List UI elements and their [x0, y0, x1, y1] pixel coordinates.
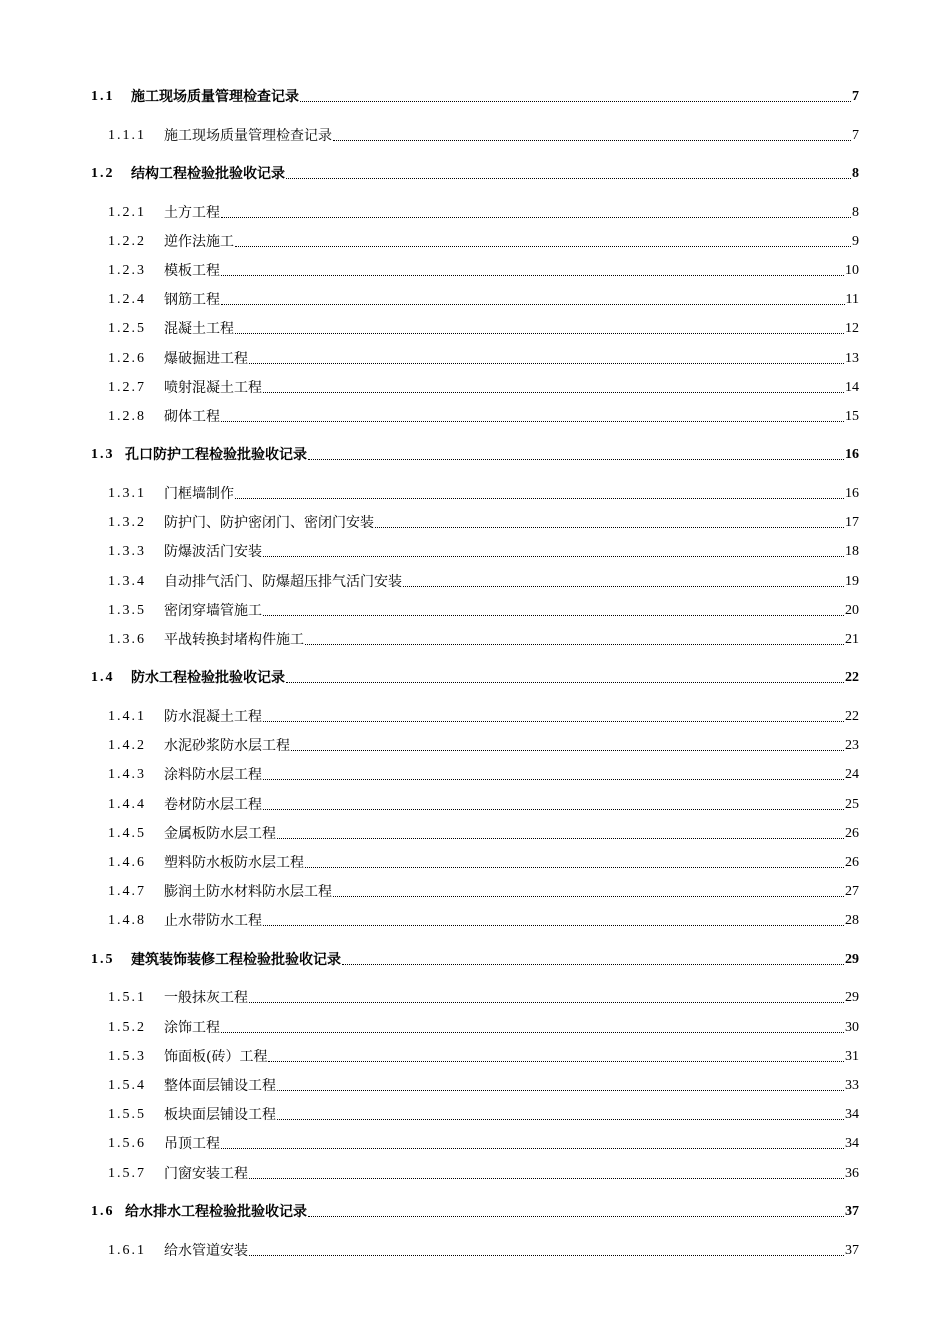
toc-entry-number: 1.2.4	[108, 292, 146, 308]
toc-entry[interactable]	[0, 346, 950, 368]
toc-entry-page-number: 9	[852, 233, 859, 249]
toc-entry-title: 孔口防护工程检验批验收记录	[125, 447, 307, 464]
toc-entry-page-number: 7	[852, 89, 859, 104]
toc-entry-number: 1.1	[91, 89, 115, 104]
toc-entry-title: 塑料防水板防水层工程	[164, 854, 304, 871]
toc-entry-number: 1.5.5	[108, 1107, 146, 1123]
dot-leader	[291, 750, 844, 751]
toc-entry[interactable]	[0, 569, 950, 591]
toc-entry-page-number: 20	[845, 602, 859, 618]
toc-entry-page-number: 34	[845, 1107, 859, 1123]
toc-heading-entry[interactable]	[0, 947, 950, 969]
dot-leader	[300, 101, 851, 102]
toc-entry[interactable]	[0, 1015, 950, 1037]
toc-entry-title: 土方工程	[164, 204, 220, 221]
dot-leader	[286, 178, 851, 179]
toc-entry-title: 爆破掘进工程	[164, 350, 248, 367]
toc-entry-page-number: 30	[845, 1019, 859, 1035]
toc-entry-page-number: 15	[845, 408, 859, 424]
toc-entry-number: 1.4.1	[108, 708, 146, 724]
toc-entry-page-number: 18	[845, 544, 859, 560]
dot-leader	[221, 275, 844, 276]
toc-entry-page-number: 16	[845, 485, 859, 501]
toc-entry-number: 1.2.7	[108, 379, 146, 395]
toc-entry-title: 水泥砂浆防水层工程	[164, 738, 290, 755]
dot-leader	[333, 896, 844, 897]
toc-entry-page-number: 27	[845, 884, 859, 900]
dot-leader	[263, 721, 844, 722]
dot-leader	[308, 1216, 844, 1217]
toc-entry-title: 施工现场质量管理检查记录	[131, 89, 299, 105]
dot-leader	[221, 421, 844, 422]
toc-entry-number: 1.3.5	[108, 602, 146, 618]
toc-entry-page-number: 19	[845, 573, 859, 589]
toc-entry[interactable]	[0, 1073, 950, 1095]
toc-entry-number: 1.5.4	[108, 1077, 146, 1093]
toc-entry-number: 1.3.1	[108, 485, 146, 501]
toc-entry-number: 1.5.3	[108, 1048, 146, 1064]
dot-leader	[342, 964, 844, 965]
toc-entry-page-number: 36	[845, 1165, 859, 1181]
toc-entry-number: 1.2.1	[108, 204, 146, 220]
toc-entry-page-number: 29	[845, 990, 859, 1006]
toc-entry-title: 止水带防水工程	[164, 913, 262, 930]
toc-entry[interactable]	[0, 481, 950, 503]
dot-leader	[263, 392, 844, 393]
dot-leader	[263, 809, 844, 810]
toc-entry-page-number: 22	[845, 708, 859, 724]
toc-entry-number: 1.5.7	[108, 1165, 146, 1181]
toc-entry-page-number: 7	[852, 127, 859, 143]
toc-entry-number: 1.3	[91, 447, 115, 463]
toc-entry-title: 板块面层铺设工程	[164, 1107, 276, 1124]
toc-entry-title: 整体面层铺设工程	[164, 1077, 276, 1094]
toc-entry-number: 1.2.5	[108, 321, 146, 337]
toc-entry-number: 1.3.4	[108, 573, 146, 589]
toc-entry[interactable]	[0, 598, 950, 620]
toc-entry-page-number: 33	[845, 1077, 859, 1093]
toc-entry[interactable]	[0, 510, 950, 532]
toc-entry-number: 1.4.2	[108, 738, 146, 754]
toc-entry-number: 1.4.5	[108, 825, 146, 841]
toc-entry-number: 1.5.1	[108, 990, 146, 1006]
dot-leader	[268, 1061, 844, 1062]
dot-leader	[305, 644, 844, 645]
dot-leader	[263, 556, 844, 557]
toc-entry-title: 吊顶工程	[164, 1136, 220, 1153]
toc-entry-number: 1.6	[91, 1204, 115, 1219]
toc-entry[interactable]	[0, 287, 950, 309]
toc-entry-number: 1.5.6	[108, 1136, 146, 1152]
dot-leader	[249, 363, 844, 364]
toc-entry-number: 1.4.4	[108, 796, 146, 812]
toc-entry[interactable]	[0, 850, 950, 872]
toc-entry[interactable]	[0, 704, 950, 726]
toc-entry[interactable]	[0, 762, 950, 784]
toc-entry-page-number: 12	[845, 321, 859, 337]
toc-entry-page-number: 26	[845, 825, 859, 841]
toc-entry-page-number: 23	[845, 738, 859, 754]
dot-leader	[235, 246, 851, 247]
toc-entry-title: 密闭穿墙管施工	[164, 602, 262, 619]
toc-entry-page-number: 37	[845, 1204, 859, 1219]
dot-leader	[249, 1002, 844, 1003]
toc-entry-title: 涂饰工程	[164, 1019, 220, 1036]
dot-leader	[277, 1090, 844, 1091]
toc-entry[interactable]	[0, 1102, 950, 1124]
toc-entry-title: 涂料防水层工程	[164, 767, 262, 784]
toc-entry-page-number: 34	[845, 1136, 859, 1152]
toc-entry-title: 建筑装饰装修工程检验批验收记录	[131, 951, 341, 968]
toc-entry[interactable]	[0, 404, 950, 426]
dot-leader	[221, 304, 845, 305]
dot-leader	[235, 498, 844, 499]
toc-entry-number: 1.1.1	[108, 127, 146, 143]
dot-leader	[221, 217, 851, 218]
toc-entry-number: 1.2.3	[108, 262, 146, 278]
toc-entry-title: 给水排水工程检验批验收记录	[125, 1204, 307, 1220]
toc-entry[interactable]	[0, 792, 950, 814]
toc-heading-entry[interactable]	[0, 161, 950, 183]
toc-entry-title: 卷材防水层工程	[164, 796, 262, 813]
toc-entry-number: 1.3.6	[108, 631, 146, 647]
toc-entry-title: 饰面板(砖）工程	[164, 1048, 268, 1065]
toc-entry-title: 钢筋工程	[164, 292, 220, 309]
toc-entry-title: 防护门、防护密闭门、密闭门安装	[164, 515, 374, 532]
toc-entry-title: 防水混凝土工程	[164, 708, 262, 725]
toc-entry[interactable]	[0, 200, 950, 222]
toc-entry-page-number: 14	[845, 379, 859, 395]
toc-entry[interactable]	[0, 316, 950, 338]
dot-leader	[277, 1119, 844, 1120]
toc-entry-page-number: 29	[845, 951, 859, 967]
toc-entry[interactable]	[0, 1131, 950, 1153]
toc-entry-title: 结构工程检验批验收记录	[131, 166, 285, 182]
dot-leader	[263, 925, 844, 926]
toc-entry-number: 1.5	[91, 951, 115, 967]
dot-leader	[277, 838, 844, 839]
toc-entry-title: 一般抹灰工程	[164, 990, 248, 1007]
dot-leader	[221, 1032, 844, 1033]
toc-heading-entry[interactable]	[0, 442, 950, 464]
toc-entry[interactable]	[0, 229, 950, 251]
toc-entry-page-number: 24	[845, 767, 859, 783]
toc-entry[interactable]	[0, 1161, 950, 1183]
toc-entry-page-number: 25	[845, 796, 859, 812]
dot-leader	[249, 1178, 844, 1179]
dot-leader	[375, 527, 844, 528]
dot-leader	[263, 779, 844, 780]
toc-entry-page-number: 26	[845, 854, 859, 870]
toc-entry[interactable]	[0, 1044, 950, 1066]
toc-entry-title: 平战转换封堵构件施工	[164, 631, 304, 648]
toc-entry-number: 1.4.7	[108, 884, 146, 900]
toc-entry[interactable]	[0, 821, 950, 843]
toc-entry-number: 1.2.2	[108, 233, 146, 249]
toc-entry-number: 1.6.1	[108, 1242, 146, 1258]
toc-entry-page-number: 16	[845, 447, 859, 463]
toc-heading-entry[interactable]	[0, 1199, 950, 1221]
dot-leader	[305, 867, 844, 868]
toc-entry-page-number: 28	[845, 913, 859, 929]
toc-heading-entry[interactable]	[0, 665, 950, 687]
toc-entry[interactable]	[0, 1238, 950, 1260]
toc-entry-number: 1.3.2	[108, 515, 146, 531]
toc-entry-page-number: 11	[845, 292, 859, 308]
toc-entry-number: 1.5.2	[108, 1019, 146, 1035]
toc-entry-page-number: 22	[845, 670, 859, 686]
toc-entry[interactable]	[0, 375, 950, 397]
toc-entry-title: 防水工程检验批验收记录	[131, 670, 285, 687]
toc-entry[interactable]	[0, 985, 950, 1007]
toc-entry[interactable]	[0, 733, 950, 755]
toc-entry-title: 金属板防水层工程	[164, 825, 276, 842]
toc-entry-title: 砌体工程	[164, 408, 220, 425]
toc-entry-title: 门框墙制作	[164, 485, 234, 502]
toc-entry-page-number: 21	[845, 631, 859, 647]
toc-entry-number: 1.3.3	[108, 544, 146, 560]
toc-entry[interactable]	[0, 258, 950, 280]
toc-entry-number: 1.2.6	[108, 350, 146, 366]
toc-entry-title: 逆作法施工	[164, 233, 234, 250]
toc-entry-title: 门窗安装工程	[164, 1165, 248, 1182]
dot-leader	[221, 1148, 844, 1149]
toc-entry-title: 膨润土防水材料防水层工程	[164, 884, 332, 901]
toc-entry-number: 1.4.6	[108, 854, 146, 870]
toc-entry-page-number: 8	[852, 204, 859, 220]
toc-entry[interactable]	[0, 123, 950, 145]
toc-entry[interactable]	[0, 539, 950, 561]
toc-entry[interactable]	[0, 908, 950, 930]
dot-leader	[286, 682, 844, 683]
dot-leader	[235, 333, 844, 334]
dot-leader	[249, 1255, 844, 1256]
toc-entry-number: 1.4.3	[108, 767, 146, 783]
toc-entry-number: 1.4	[91, 670, 115, 686]
toc-entry-number: 1.2	[91, 166, 115, 181]
toc-entry-number: 1.4.8	[108, 913, 146, 929]
toc-entry-title: 喷射混凝土工程	[164, 379, 262, 396]
dot-leader	[403, 586, 844, 587]
toc-entry-title: 自动排气活门、防爆超压排气活门安装	[164, 573, 402, 590]
toc-entry-title: 模板工程	[164, 262, 220, 279]
toc-entry-title: 防爆波活门安装	[164, 544, 262, 561]
toc-entry-page-number: 17	[845, 515, 859, 531]
toc-entry-title: 混凝土工程	[164, 321, 234, 338]
toc-entry-page-number: 13	[845, 350, 859, 366]
toc-entry-page-number: 10	[845, 262, 859, 278]
toc-entry-page-number: 31	[845, 1048, 859, 1064]
toc-entry-title: 给水管道安装	[164, 1242, 248, 1259]
toc-entry-number: 1.2.8	[108, 408, 146, 424]
toc-entry-title: 施工现场质量管理检查记录	[164, 127, 332, 144]
toc-heading-entry[interactable]	[0, 84, 950, 106]
toc-entry-page-number: 37	[845, 1242, 859, 1258]
dot-leader	[308, 459, 844, 460]
toc-entry[interactable]	[0, 879, 950, 901]
dot-leader	[263, 615, 844, 616]
toc-entry-page-number: 8	[852, 166, 859, 181]
toc-entry[interactable]	[0, 627, 950, 649]
dot-leader	[333, 140, 851, 141]
